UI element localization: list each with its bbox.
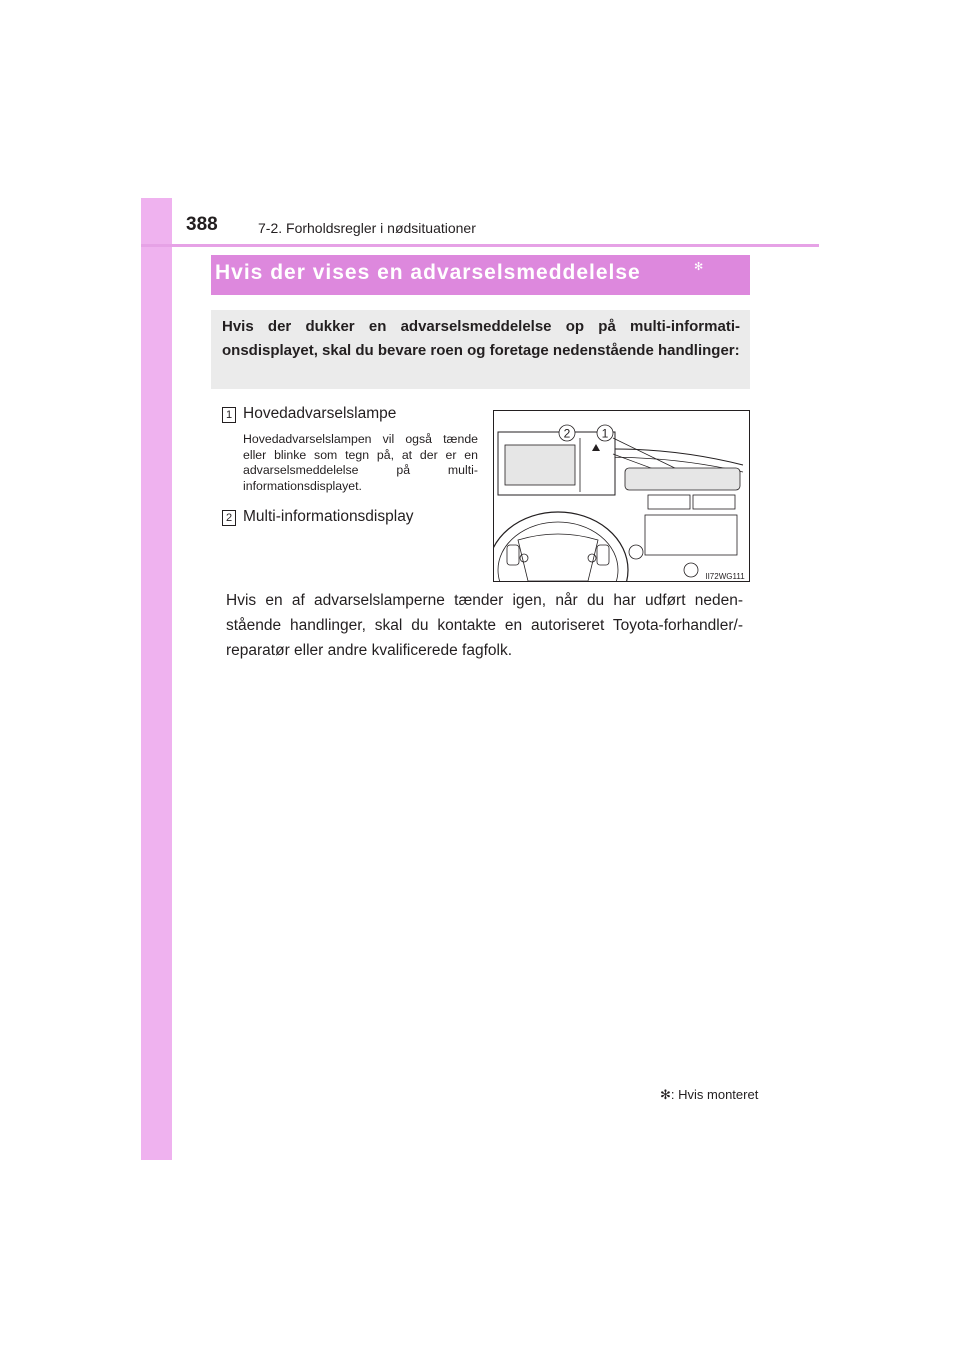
heading-asterisk: ✻ <box>694 261 704 273</box>
item-description: Hovedadvarselslampen vil også tænde eller blinke som tegn på, at der er en advarselsmeddelelse på multi-informationsdisplayet. <box>243 432 478 493</box>
footnote-asterisk: ✻ <box>660 1087 671 1102</box>
side-tab <box>141 198 172 1160</box>
section-title: 7-2. Forholdsregler i nødsituationer <box>258 220 476 236</box>
page-number: 388 <box>186 214 218 235</box>
intro-text: Hvis der dukker en advarselsmeddelelse op på multi-informati- onsdisplayet, skal du bevare roen og foretage nedenstående handlinger: <box>222 318 740 359</box>
callout-1: 1 <box>601 426 609 441</box>
item-label: Hovedadvarselslampe <box>243 405 397 422</box>
body-paragraph: Hvis en af advarselslamperne tænder igen, når du har udført neden- stående handlinger, skal du kontakte en autoriseret Toyota-forhandler/- reparatør eller andre kvalificerede fagfolk. <box>226 592 743 659</box>
dashboard-illustration <box>493 410 750 582</box>
footnote <box>660 1087 758 1103</box>
callout-2: 2 <box>563 426 571 441</box>
item-number-badge: 2 <box>222 510 236 526</box>
image-code: II72WG111 <box>705 572 745 581</box>
header-rule <box>141 244 819 247</box>
page-heading: Hvis der vises en advarselsmeddelelse <box>215 261 641 284</box>
footnote-text: : Hvis monteret <box>670 1087 759 1102</box>
item-label: Multi-informationsdisplay <box>243 508 414 525</box>
item-number-badge: 1 <box>222 407 236 423</box>
